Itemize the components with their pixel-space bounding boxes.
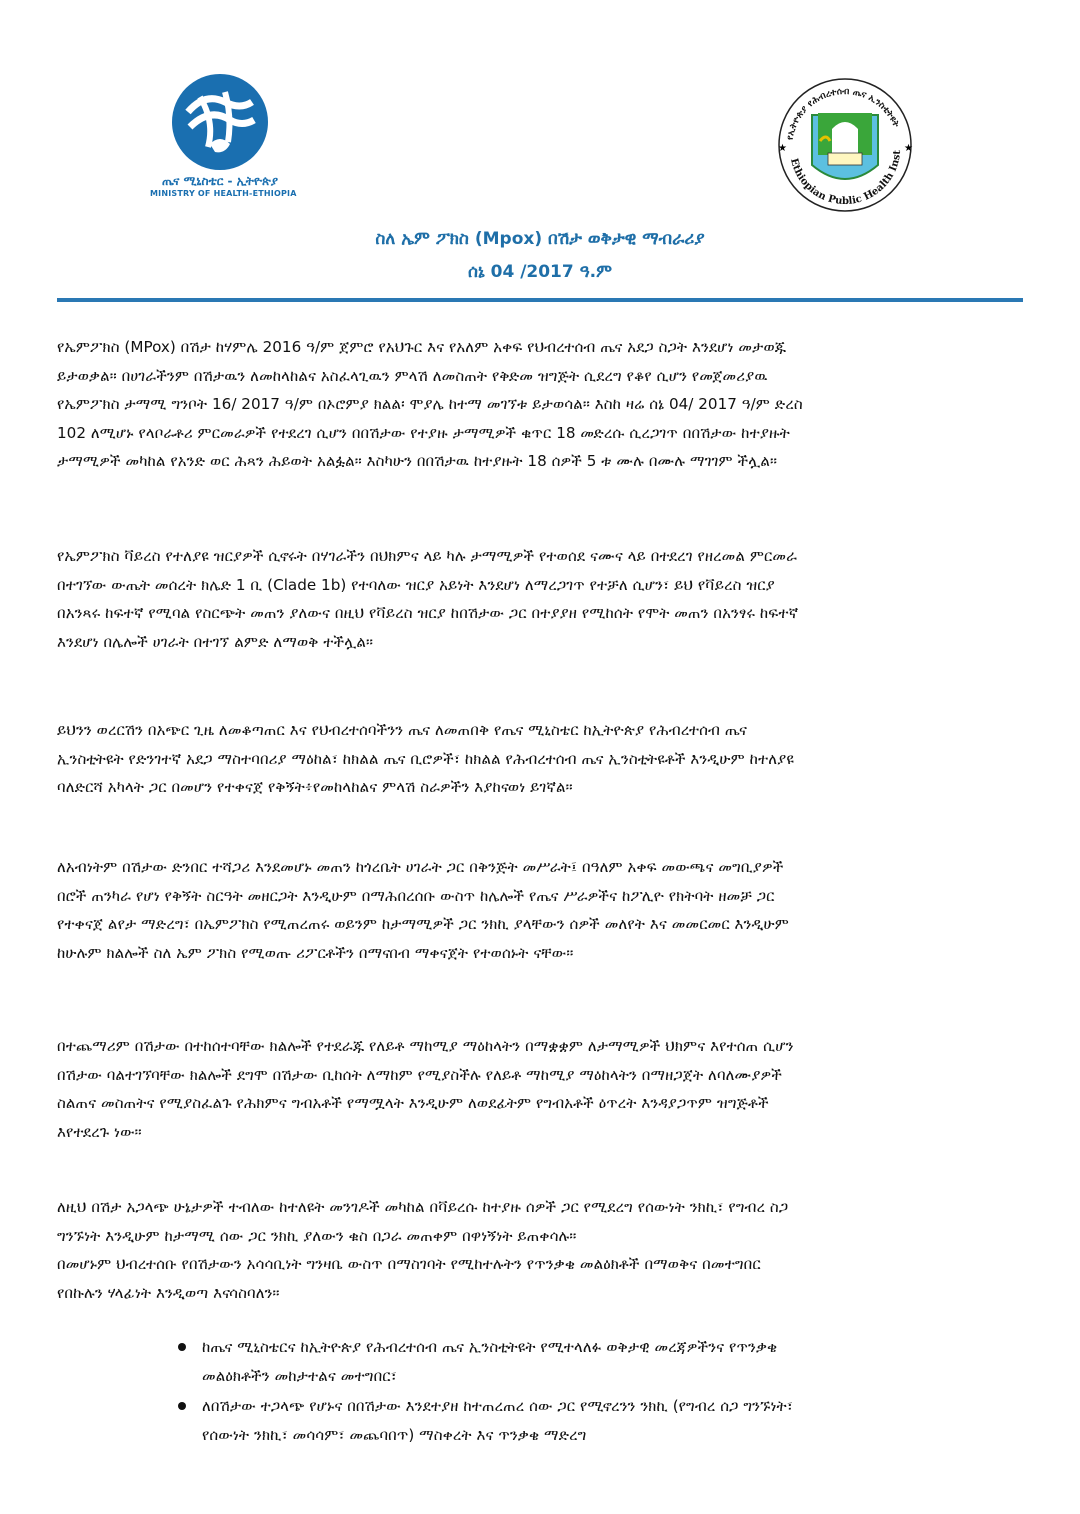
ephi-ring-english: Ethiopian Public Health Inst — [787, 149, 904, 208]
document-title: ስለ ኤም ፖክስ (Mpox) በሽታ ወቅታዊ ማብራሪያ — [375, 229, 705, 249]
paragraph-line: እንደሆነ በሌሎች ሀገራት በተገኘ ልምድ ለማወቅ ተችሏል። — [57, 632, 374, 651]
paragraph-line: ኢንስቲትዩት የድንገተኛ አደጋ ማስተባበሪያ ማዕከል፣ ከክልል ጤና ቢሮዎች፣ ከክልል የሕብረተሰብ ጤና ኢንስቲትዩቶች እንዲሁም ከተለያዩ — [57, 749, 794, 768]
paragraph-line: እየተደረጉ ነው። — [57, 1122, 142, 1141]
header-divider — [57, 298, 1023, 302]
paragraph-line: ይታወቃል። በሀገራችንም በሽታዉን ለመከላከልና አስፈላጊዉን ምላሽ ለመስጠት የቅድመ ዝግጅት ሲደረግ የቆየ ሲሆን የመጀመሪያዉ — [57, 366, 768, 385]
paragraph-line: 102 ለሚሆኑ የላቦራቶሪ ምርመራዎች የተደረገ ሲሆን በበሽታው የተያዙ ታማሚዎች ቁጥር 18 መድረሱ ሲረጋገጥ በበሽታው ከተያዙት — [57, 423, 790, 442]
paragraph-4 — [57, 853, 1027, 967]
paragraph-3 — [57, 716, 1027, 802]
moh-name-english: MINISTRY OF HEALTH-ETHIOPIA — [150, 189, 297, 198]
list-item-line: ከጤና ሚኒስቴርና ከኢትዮጵያ የሕብረተሰብ ጤና ኢንስቲትዩት የሚተላለፉ ወቅታዊ መረጃዎችንና የጥንቃቄ — [202, 1338, 778, 1356]
svg-text:★: ★ — [778, 143, 787, 154]
paragraph-line: ለዚህ በሽታ አጋላጭ ሁኔታዎች ተብለው ከተለዩት መንገዶች መካከል በቫይረሱ ከተያዙ ሰዎች ጋር የሚደረግ የሰውነት ንክኪ፣ የግብረ ስጋ — [57, 1198, 789, 1216]
paragraph-line: በሮች ጠንካራ የሆነ የቅኝት ስርዓት መዘርጋት እንዲሁም በማሕበረሰቡ ውስጥ ከሌሎች የጤና ሥራዎችና ከፖሊዮ የክትባት ዘመቻ ጋር — [57, 886, 775, 905]
ministry-of-health-logo — [150, 72, 297, 202]
paragraph-line: የኤምፖክስ ቫይረስ የተለያዩ ዝርያዎች ሲኖሩት በሃገራችን በህክምና ላይ ካሉ ታማሚዎች የተወሰደ ናሙና ላይ በተደረገ የዘረመል ምርመራ — [57, 547, 798, 565]
paragraph-2 — [57, 542, 1027, 656]
paragraph-line: በመሆኑም ህብረተሰቡ የበሽታውን አሳሳቢነት ግንዛቤ ውስጥ በማስገባት የሚከተሉትን የጥንቃቄ መልዕክቶች በማወቅና በመተግበር — [57, 1255, 761, 1273]
list-item-line: ለበሽታው ተጋላጭ የሆኑና በበሽታው እንደተያዘ ከተጠረጠረ ሰው ጋር የሚኖረንን ንክኪ (የግብረ ሰጋ ግንኙነት፣ — [202, 1397, 793, 1415]
ephi-ring-amharic: የኢትዮጵያ የሕብረተሰብ ጤና ኢንስቲትዩት — [785, 86, 901, 141]
paragraph-line: በሽታው ባልተገኘባቸው ክልሎች ደግሞ በሽታው ቢከሰት ለማከም የሚያስችሉ የለይቶ ማከሚያ ማዕከላትን በማዘጋጀት ለባለሙያዎች — [57, 1065, 782, 1084]
ephi-logo — [770, 75, 920, 215]
paragraph-line: ለአብነትም በሽታው ድንበር ተሻጋሪ እንደመሆኑ መጠን ከጎረቤት ሀገራት ጋር በቅንጅት መሥራት፤ በዓለም አቀፍ መውጫና መግቢያዎች — [57, 858, 784, 876]
paragraph-line: በአንጻሩ ከፍተኛ የሚባል የስርጭት መጠን ያለውና በዚህ የቫይረስ ዝርያ ከበሽታው ጋር በተያያዘ የሚከሰት የሞት መጠን በአንፃሩ ከፍተኛ — [57, 604, 799, 622]
paragraph-line: በተገኘው ውጤት መሰረት ክሌድ 1 ቢ (Clade 1b) የተባለው ዝርያ አይነት እንደሆነ ለማረጋገጥ የተቻለ ሲሆን፣ ይህ የቫይረስ ዝርያ — [57, 575, 775, 594]
paragraph-line: የበኩሉን ሃላፊነት እንዲወጣ እናሳስባለን። — [57, 1283, 280, 1302]
moh-name-amharic: ጤና ሚኒስቴር - ኢትዮጵያ — [161, 174, 279, 188]
paragraph-1 — [57, 333, 1027, 476]
paragraph-line: ስልጠና መስጠትና የሚያስፈልጉ የሕክምና ግብአቶች የማሟላት እንዲሁም ለወደፊትም የግብአቶች ዕጥረት እንዳያጋጥም ዝግጅቶች — [57, 1094, 769, 1112]
svg-text:★: ★ — [904, 143, 913, 154]
paragraph-line: የተቀናጀ ልየታ ማድረግ፣ በኤምፖክስ የሚጠረጠሩ ወይንም ከታማሚዎች ጋር ንክኪ ያላቸውን ሰዎች መለየት እና መመርመር እንዲሁም — [57, 915, 789, 933]
list-item — [178, 1333, 1028, 1391]
bullet-icon — [178, 1343, 186, 1351]
paragraph-line: ከሁሉም ክልሎች ስለ ኤም ፖክስ የሚወጡ ሪፖርቶችን በማናበብ ማቀናጀት የተወሰኑት ናቸው። — [57, 943, 574, 962]
paragraph-line: የኤምፖክስ ታማሚ ግንቦት 16/ 2017 ዓ/ም በኦሮምያ ክልል፡ ሞያሌ ከተማ መገኘቱ ይታወሳል። እስከ ዛሬ ሰኔ 04/ 2017 ዓ/ም ድረስ — [57, 395, 803, 413]
bullet-icon — [178, 1402, 186, 1410]
paragraph-line: ባለድርሻ አካላት ጋር በመሆን የተቀናጀ የቅኝት፥የመከላከልና ምላሽ ስራዎችን እያከናወነ ይገኛል። — [57, 778, 573, 796]
paragraph-line: የኤምፖክስ (MPox) በሽታ ከሃምሌ 2016 ዓ/ም ጀምሮ የአህጉር እና የአለም አቀፍ የህብረተሰብ ጤና አደጋ ስጋት እንደሆነ መታወጁ — [57, 338, 787, 356]
paragraph-line: ግንኙነት እንዲሁም ከታማሚ ሰው ጋር ንክኪ ያለውን ቁስ በጋራ መጠቀም በዋነኝነት ይጠቀሳሉ። — [57, 1226, 577, 1245]
precaution-list — [178, 1333, 1028, 1451]
list-item-line: የሰውነት ንክኪ፣ መሳሳም፣ መጨባበጥ) ማስቀረት እና ጥንቃቄ ማድረግ — [202, 1426, 587, 1444]
paragraph-line: በተጨማሪም በሽታው በተከሰተባቸው ክልሎች የተደራጁ የለይቶ ማከሚያ ማዕከላትን በማቋቋም ለታማሚዎች ህክምና እየተሰጠ ሲሆን — [57, 1037, 794, 1055]
moh-emblem-icon — [170, 72, 270, 172]
paragraph-line: ይህንን ወረርሽን በአጭር ጊዜ ለመቆጣጠር እና የህብረተሰባችንን ጤና ለመጠበቅ የጤና ሚኒስቴር ከኢትዮጵያ የሕብረተሰብ ጤና — [57, 721, 747, 739]
document-date: ሰኔ 04 /2017 ዓ.ም — [468, 262, 612, 282]
paragraph-5 — [57, 1032, 1027, 1146]
paragraph-6 — [57, 1193, 1027, 1307]
ephi-seal-icon — [770, 75, 920, 215]
paragraph-line: ታማሚዎች መካከል የአንድ ወር ሕጻን ሕይወት አልፏል። እስካሁን በበሽታዉ ከተያዙት 18 ሰዎች 5 ቱ ሙሉ በሙሉ ማገገም ችሏል። — [57, 452, 778, 470]
list-item-line: መልዕክቶችን መከታተልና መተግበር፣ — [202, 1367, 397, 1385]
list-item — [178, 1392, 1028, 1450]
